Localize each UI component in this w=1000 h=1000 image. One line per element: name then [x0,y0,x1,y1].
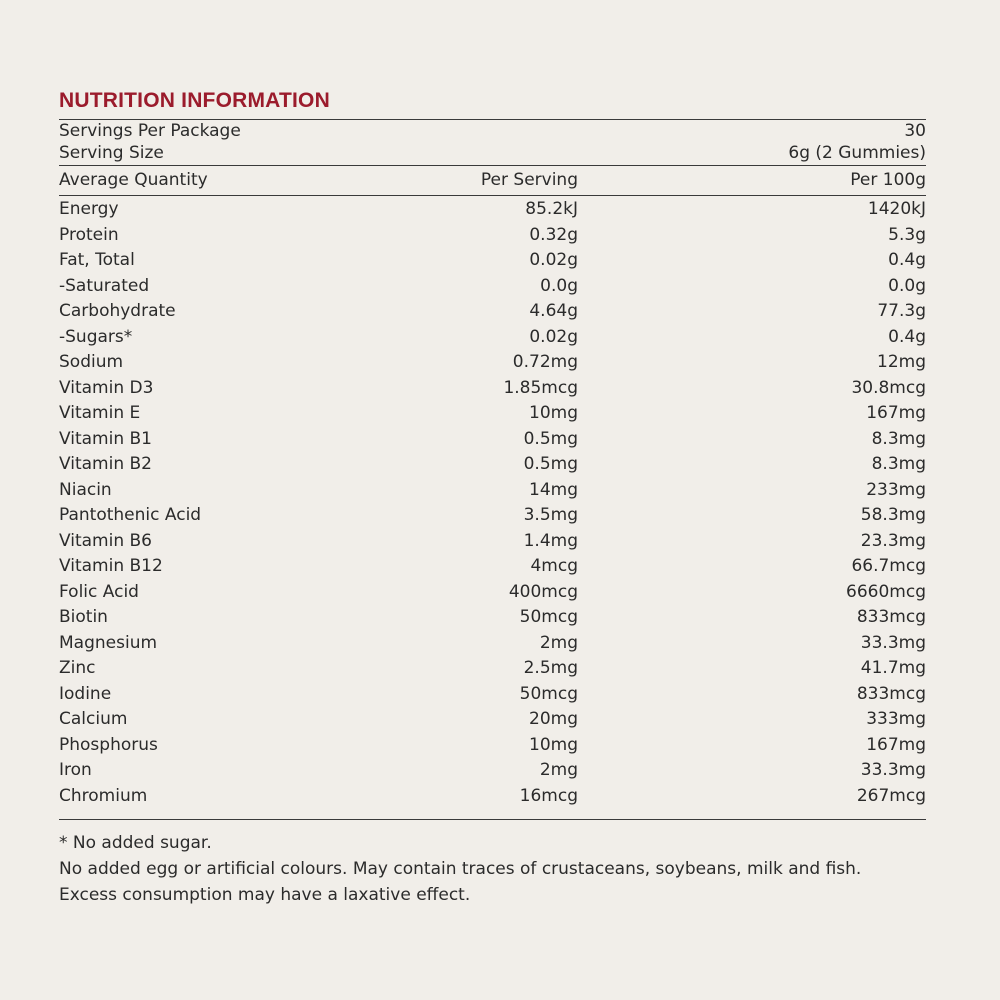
serving-size-label: Serving Size [59,142,164,163]
nutrient-per-100g: 267mcg [856,785,926,806]
nutrient-per-100g: 6660mcg [846,581,926,602]
nutrient-row [59,529,926,555]
header-average-quantity: Average Quantity [59,170,208,190]
nutrient-per-serving: 0.0g [540,275,578,296]
nutrient-name: Fat, Total [59,250,135,270]
serving-row [59,121,926,143]
nutrient-row [59,554,926,580]
nutrient-name: Vitamin B12 [59,556,163,576]
nutrient-per-serving: 20mg [529,709,578,729]
nutrient-row [59,682,926,708]
nutrient-name: Niacin [59,479,112,500]
nutrient-row [59,197,926,223]
nutrient-name: Chromium [59,785,148,806]
nutrient-row [59,223,926,249]
footnotes [59,830,926,908]
servings-per-package-label: Servings Per Package [59,121,241,141]
nutrient-per-100g: 1420kJ [867,199,926,219]
nutrient-name: Magnesium [59,632,158,653]
nutrient-row [59,707,926,733]
nutrient-per-serving: 1.4mg [523,530,578,551]
nutrient-name: Vitamin B6 [59,530,153,551]
nutrient-per-100g: 66.7mcg [851,556,926,576]
nutrient-row [59,274,926,300]
nutrient-per-serving: 10mg [529,734,578,755]
nutrient-per-serving: 4mcg [530,556,578,576]
nutrient-name: Carbohydrate [59,301,176,321]
nutrient-name: Phosphorus [59,734,158,755]
nutrient-row [59,733,926,759]
nutrient-row [59,478,926,504]
nutrient-table [59,196,926,820]
nutrient-per-100g: 8.3mg [871,428,926,449]
nutrient-row [59,784,926,810]
nutrient-per-100g: 33.3mg [860,632,926,653]
nutrient-row [59,631,926,657]
nutrient-per-serving: 0.72mg [512,352,578,372]
nutrient-name: Iron [59,760,92,780]
nutrient-per-serving: 2mg [539,760,578,780]
nutrient-row [59,758,926,784]
nutrient-per-100g: 12mg [877,352,926,372]
nutrient-per-100g: 0.4g [888,326,926,347]
nutrient-name: Biotin [59,607,108,627]
nutrient-name: -Sugars* [59,326,133,347]
nutrient-row [59,427,926,453]
nutrient-per-100g: 23.3mg [860,530,926,551]
footnote-line: No added egg or artificial colours. May contain traces of crustaceans, soybeans, milk and fish. [59,859,862,879]
nutrient-per-100g: 8.3mg [871,454,926,474]
nutrient-name: Pantothenic Acid [59,505,202,525]
header-per-serving: Per Serving [480,170,578,190]
nutrient-per-serving: 4.64g [529,301,578,321]
panel-title: NUTRITION INFORMATION [59,87,926,120]
nutrient-row [59,452,926,478]
nutrient-per-serving: 10mg [529,403,578,423]
nutrient-row [59,401,926,427]
nutrient-per-serving: 400mcg [508,581,578,602]
nutrient-per-100g: 233mg [866,479,926,500]
nutrient-row [59,248,926,274]
nutrient-name: Vitamin E [59,403,141,423]
serving-size-value: 6g (2 Gummies) [788,142,926,163]
nutrient-per-100g: 0.0g [888,275,926,296]
nutrient-per-serving: 0.02g [529,326,578,347]
nutrient-per-serving: 0.5mg [523,454,578,474]
serving-row [59,143,926,165]
nutrient-per-100g: 167mg [866,734,926,755]
nutrient-row [59,503,926,529]
nutrient-name: Folic Acid [59,581,139,602]
nutrient-row [59,376,926,402]
header-per-100g: Per 100g [850,170,926,190]
nutrient-per-serving: 0.5mg [523,428,578,449]
nutrient-name: Vitamin B2 [59,454,153,474]
column-header [59,166,926,196]
nutrient-name: Vitamin B1 [59,428,153,449]
nutrient-per-100g: 833mcg [856,683,926,704]
nutrient-per-serving: 16mcg [519,785,578,806]
nutrient-row [59,350,926,376]
nutrient-per-100g: 5.3g [888,224,926,245]
nutrient-name: Protein [59,224,119,245]
nutrient-row [59,605,926,631]
nutrient-per-100g: 333mg [866,709,926,729]
nutrient-per-serving: 0.32g [529,224,578,245]
nutrient-name: Sodium [59,352,124,372]
nutrient-per-serving: 85.2kJ [525,199,578,219]
nutrient-row [59,656,926,682]
nutrient-row [59,580,926,606]
nutrient-per-serving: 0.02g [529,250,578,270]
nutrient-per-100g: 833mcg [856,607,926,627]
nutrient-per-serving: 3.5mg [523,505,578,525]
nutrient-per-100g: 41.7mg [860,658,926,678]
nutrient-name: Vitamin D3 [59,377,154,398]
nutrient-per-serving: 1.85mcg [503,377,578,398]
nutrient-name: Calcium [59,709,128,729]
nutrient-per-100g: 58.3mg [860,505,926,525]
footnote-line: Excess consumption may have a laxative effect. [59,885,471,905]
serving-info [59,120,926,166]
nutrient-row [59,325,926,351]
nutrient-name: Iodine [59,683,112,704]
nutrition-panel [59,87,926,908]
nutrient-per-serving: 2mg [539,632,578,653]
nutrient-row [59,299,926,325]
nutrient-name: Energy [59,199,119,219]
nutrient-per-100g: 30.8mcg [851,377,926,398]
nutrient-name: -Saturated [59,275,150,296]
nutrient-per-100g: 167mg [866,403,926,423]
nutrient-per-serving: 50mcg [519,683,578,704]
nutrient-per-serving: 50mcg [519,607,578,627]
nutrient-per-serving: 2.5mg [523,658,578,678]
nutrient-per-serving: 14mg [529,479,578,500]
footnote-line: * No added sugar. [59,833,212,853]
nutrient-name: Zinc [59,658,96,678]
nutrient-per-100g: 77.3g [877,301,926,321]
servings-per-package-value: 30 [904,121,926,141]
nutrient-per-100g: 0.4g [888,250,926,270]
nutrient-per-100g: 33.3mg [860,760,926,780]
